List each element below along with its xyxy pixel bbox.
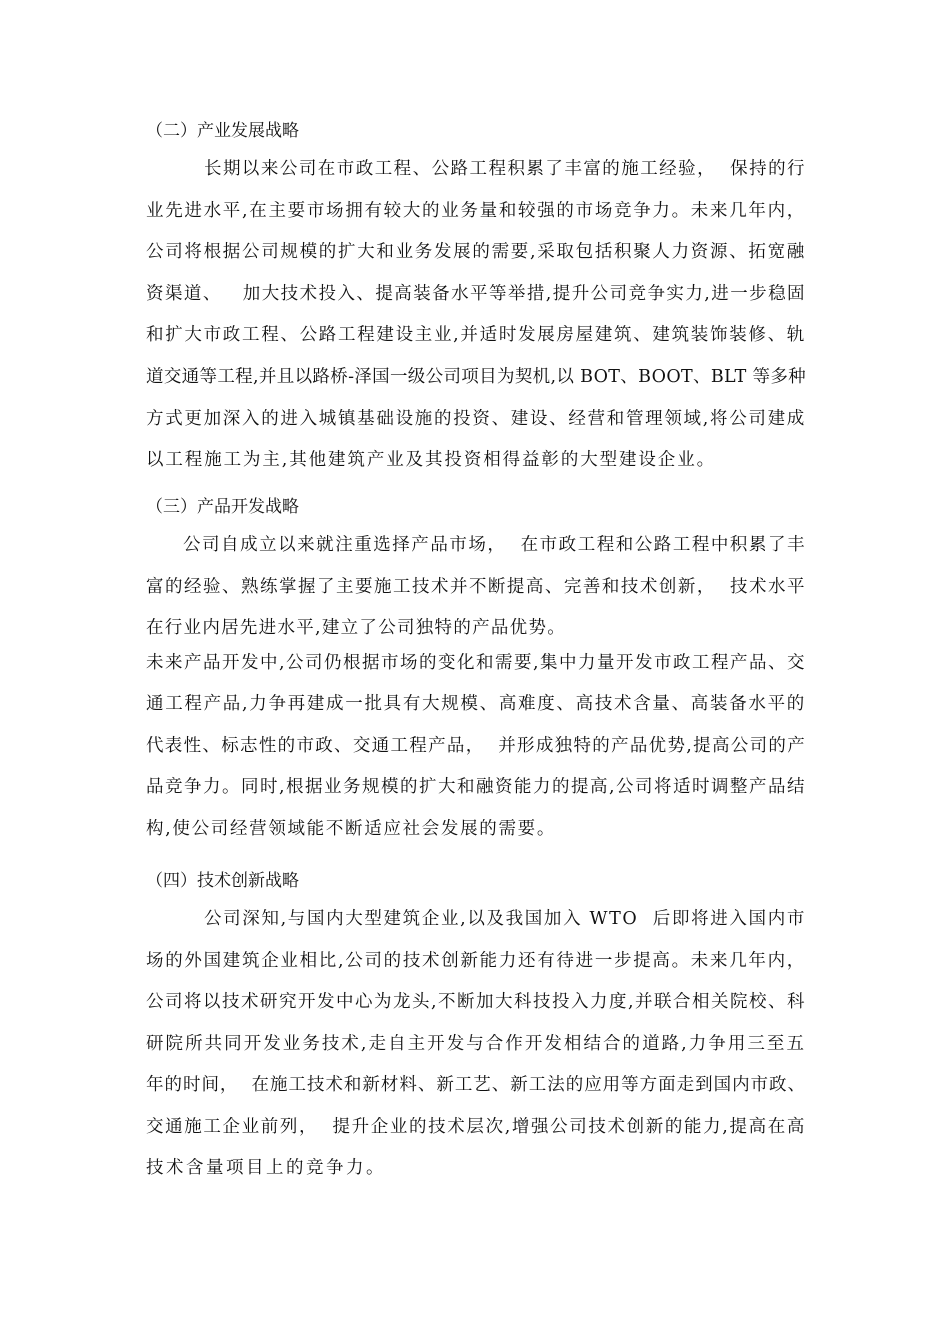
paragraph-line: 业先进水平,在主要市场拥有较大的业务量和较强的市场竞争力。未来几年内， bbox=[146, 201, 806, 221]
section-heading: （三）产品开发战略 bbox=[146, 497, 299, 517]
paragraph-line: 交通施工企业前列， 提升企业的技术层次,增强公司技术创新的能力,提高在高 bbox=[146, 1117, 806, 1137]
paragraph-line: 以工程施工为主,其他建筑产业及其投资相得益彰的大型建设企业。 bbox=[146, 450, 716, 470]
paragraph-line: 公司将根据公司规模的扩大和业务发展的需要,采取包括积聚人力资源、拓宽融 bbox=[146, 242, 806, 262]
paragraph-line: 和扩大市政工程、公路工程建设主业,并适时发展房屋建筑、建筑装饰装修、轨 bbox=[146, 325, 806, 345]
paragraph-line: 道交通等工程,并且以路桥-泽国一级公司项目为契机,以 BOT、BOOT、BLT 等多种 bbox=[146, 367, 806, 387]
paragraph-line: 研院所共同开发业务技术,走自主开发与合作开发相结合的道路,力争用三至五 bbox=[146, 1034, 806, 1054]
paragraph-line: 公司自成立以来就注重选择产品市场， 在市政工程和公路工程中积累了丰 bbox=[183, 535, 806, 555]
section-heading: （四）技术创新战略 bbox=[146, 871, 299, 891]
paragraph-line: 资渠道、 加大技术投入、提高装备水平等举措,提升公司竞争实力,进一步稳固 bbox=[146, 284, 806, 304]
paragraph-line: 长期以来公司在市政工程、公路工程积累了丰富的施工经验， 保持的行 bbox=[204, 159, 806, 179]
paragraph-line: 未来产品开发中,公司仍根据市场的变化和需要,集中力量开发市政工程产品、交 bbox=[146, 653, 806, 673]
paragraph-line: 年的时间， 在施工技术和新材料、新工艺、新工法的应用等方面走到国内市政、 bbox=[146, 1075, 806, 1095]
section-heading: （二）产业发展战略 bbox=[146, 121, 299, 141]
paragraph-line: 在行业内居先进水平,建立了公司独特的产品优势。 bbox=[146, 618, 566, 638]
paragraph-line: 品竞争力。同时,根据业务规模的扩大和融资能力的提高,公司将适时调整产品结 bbox=[146, 777, 806, 797]
paragraph-line: 技术含量项目上的竞争力。 bbox=[146, 1158, 386, 1178]
paragraph-line: 公司将以技术研究开发中心为龙头,不断加大科技投入力度,并联合相关院校、科 bbox=[146, 992, 806, 1012]
paragraph-line: 富的经验、熟练掌握了主要施工技术并不断提高、完善和技术创新， 技术水平 bbox=[146, 577, 806, 597]
paragraph-line: 场的外国建筑企业相比,公司的技术创新能力还有待进一步提高。未来几年内， bbox=[146, 951, 806, 971]
paragraph-line: 代表性、标志性的市政、交通工程产品， 并形成独特的产品优势,提高公司的产 bbox=[146, 736, 806, 756]
paragraph-line: 构,使公司经营领域能不断适应社会发展的需要。 bbox=[146, 819, 556, 839]
paragraph-line: 通工程产品,力争再建成一批具有大规模、高难度、高技术含量、高装备水平的 bbox=[146, 694, 806, 714]
paragraph-line: 方式更加深入的进入城镇基础设施的投资、建设、经营和管理领域,将公司建成 bbox=[146, 409, 806, 429]
paragraph-line: 公司深知,与国内大型建筑企业,以及我国加入 WTO 后即将进入国内市 bbox=[204, 909, 806, 929]
